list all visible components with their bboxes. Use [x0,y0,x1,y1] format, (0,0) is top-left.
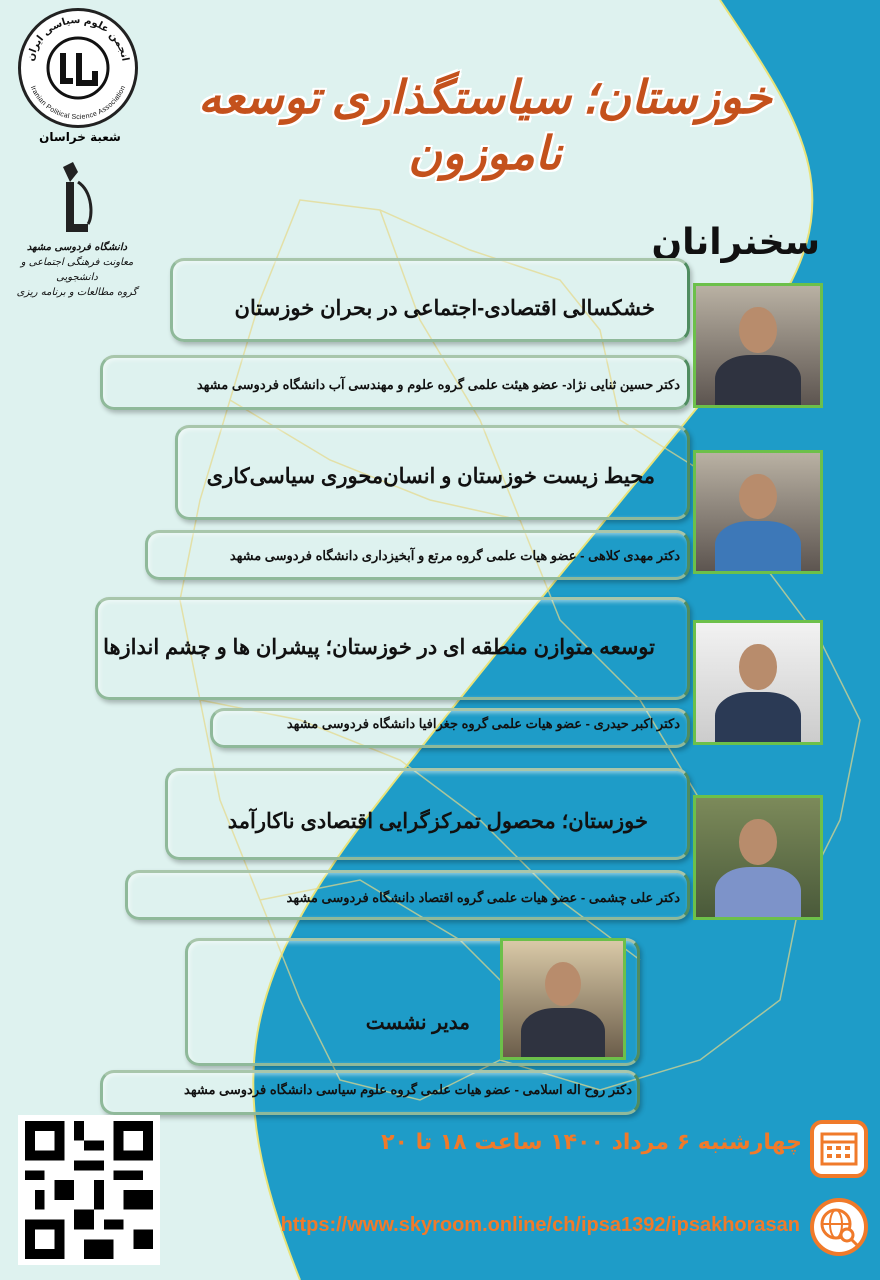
speaker-topic: محیط زیست خوزستان و انسان‌محوری سیاسی‌کاری [206,465,655,488]
calendar-icon [810,1120,868,1178]
speaker-topic: توسعه متوازن منطقه ای در خوزستان؛ پیشران ها و چشم اندازها [103,636,655,659]
globe-search-icon [810,1198,868,1256]
speaker-photo [693,283,823,408]
ferdowsi-org-text [8,240,146,300]
speaker-topic: خوزستان؛ محصول تمرکزگرایی اقتصادی ناکارآمد [227,810,648,833]
speaker-name: دکتر مهدی کلاهی - عضو هیات علمی گروه مرتع و آبخیزداری دانشگاه فردوسی مشهد [229,548,680,563]
org-line: دانشگاه فردوسی مشهد [26,242,128,253]
speaker-photo [693,620,823,745]
org-line: گروه مطالعات و برنامه ریزی [16,287,138,298]
org-line: معاونت فرهنگی اجتماعی و دانشجویی [20,257,134,283]
speaker-photo [693,795,823,920]
event-url[interactable]: https://www.skyroom.online/ch/ipsa1392/ipsakhorasan [280,1214,800,1236]
moderator-name: دکتر روح اله اسلامی - عضو هیات علمی گروه علوم سیاسی دانشگاه فردوسی مشهد [184,1082,632,1097]
qr-code[interactable] [18,1115,160,1265]
event-datetime: چهارشنبه ۶ مرداد ۱۴۰۰ ساعت ۱۸ تا ۲۰ [381,1130,802,1155]
speaker-name: دکتر اکبر حیدری - عضو هیات علمی گروه جغرافیا دانشگاه فردوسی مشهد [286,716,680,731]
ipsa-ring-text: انجمن علوم سیاسی ایران [25,14,131,63]
ipsa-logo [18,8,138,128]
ferdowsi-university-logo [48,162,98,242]
poster-title: خوزستان؛ سیاستگذاری توسعه ناموزون [198,72,772,179]
moderator-label: مدیر نشست [365,1012,470,1034]
ipsa-branch-label: شعبة خراسان [39,130,121,144]
speakers-heading: سخنرانان [651,222,820,263]
speaker-topic: خشکسالی اقتصادی-اجتماعی در بحران خوزستان [234,297,655,320]
ipsa-ring-text-en: Iranian Political Science Association [28,84,128,122]
speaker-name: دکتر حسین ثنایی نژاد- عضو هیئت علمی گروه علوم و مهندسی آب دانشگاه فردوسی مشهد [196,377,680,392]
moderator-photo [500,938,626,1060]
speaker-photo [693,450,823,574]
speaker-name: دکتر علی چشمی - عضو هیات علمی گروه اقتصاد دانشگاه فردوسی مشهد [286,890,680,905]
